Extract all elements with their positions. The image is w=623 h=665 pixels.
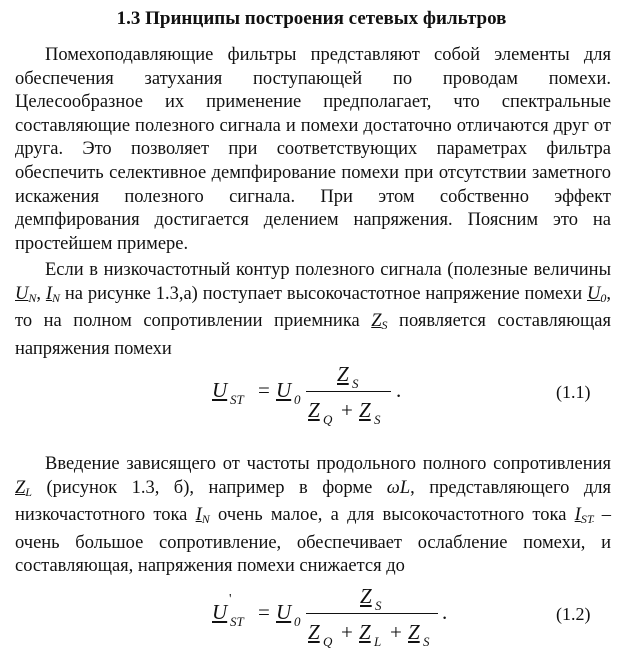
p2-text-1: Если в низкочастотный контур полезного сигнала (полезные величины: [45, 260, 611, 280]
omega-L: ωL: [386, 477, 411, 498]
equation-1-1: U ST = U 0 Z S Z Q + Z S . (1.1): [212, 362, 591, 427]
var-ZS: ZS: [371, 311, 388, 333]
var-IST: IST: [574, 505, 594, 527]
paragraph-3: Введение зависящего от частоты продольного полного сопротивления ZL (рисунок 1.3, б), например в форме ωL, представляющего для низкочастотного тока IN очень малое, а для высокочастотного тока IST – очень большое сопротивление, обеспечивает ослабление помехи, и составляющая, напряжения помехи снижается до: [15, 454, 612, 577]
fraction-bar: [306, 613, 438, 614]
equation-number: (1.2): [556, 604, 591, 624]
paragraph-2: Если в низкочастотный контур полезного сигнала (полезные величины UN, IN на рисунке 1.3,а) поступает высокочастотное напряжение помехи U0, то на полном сопротивлении приемника ZS появляется составляющая напряжения помехи: [15, 260, 612, 359]
paragraph-1: Помехоподавляющие фильтры представляют собой элементы для обеспечения затухания поступающей по проводам помехи. Целесообразное их применение предполагает, что спектральные составляющие полезного сигнала и помехи достаточно отличаются друг от друга. Это позволяет при соответствующих параметрах фильтра обеспечить селективное демпфирование помехи при отсутствии заметного искажения полезного сигнала. При этом собственно эффект демпфирования достигается делением напряжения. Поясним это на простейшем примере.: [15, 45, 611, 254]
var-IN: IN: [45, 283, 61, 305]
equation-1-2: U ' ST = U 0 Z S Z Q + Z L + Z S . (1.2): [212, 584, 591, 649]
equation-number: (1.1): [556, 382, 591, 402]
fraction-bar: [306, 391, 391, 392]
var-ZL: ZL: [15, 477, 32, 499]
section-heading: 1.3 Принципы построения сетевых фильтров: [116, 8, 507, 29]
var-IN: IN: [195, 505, 210, 527]
var-UN: UN: [15, 283, 37, 305]
var-U0: U0: [587, 283, 607, 305]
